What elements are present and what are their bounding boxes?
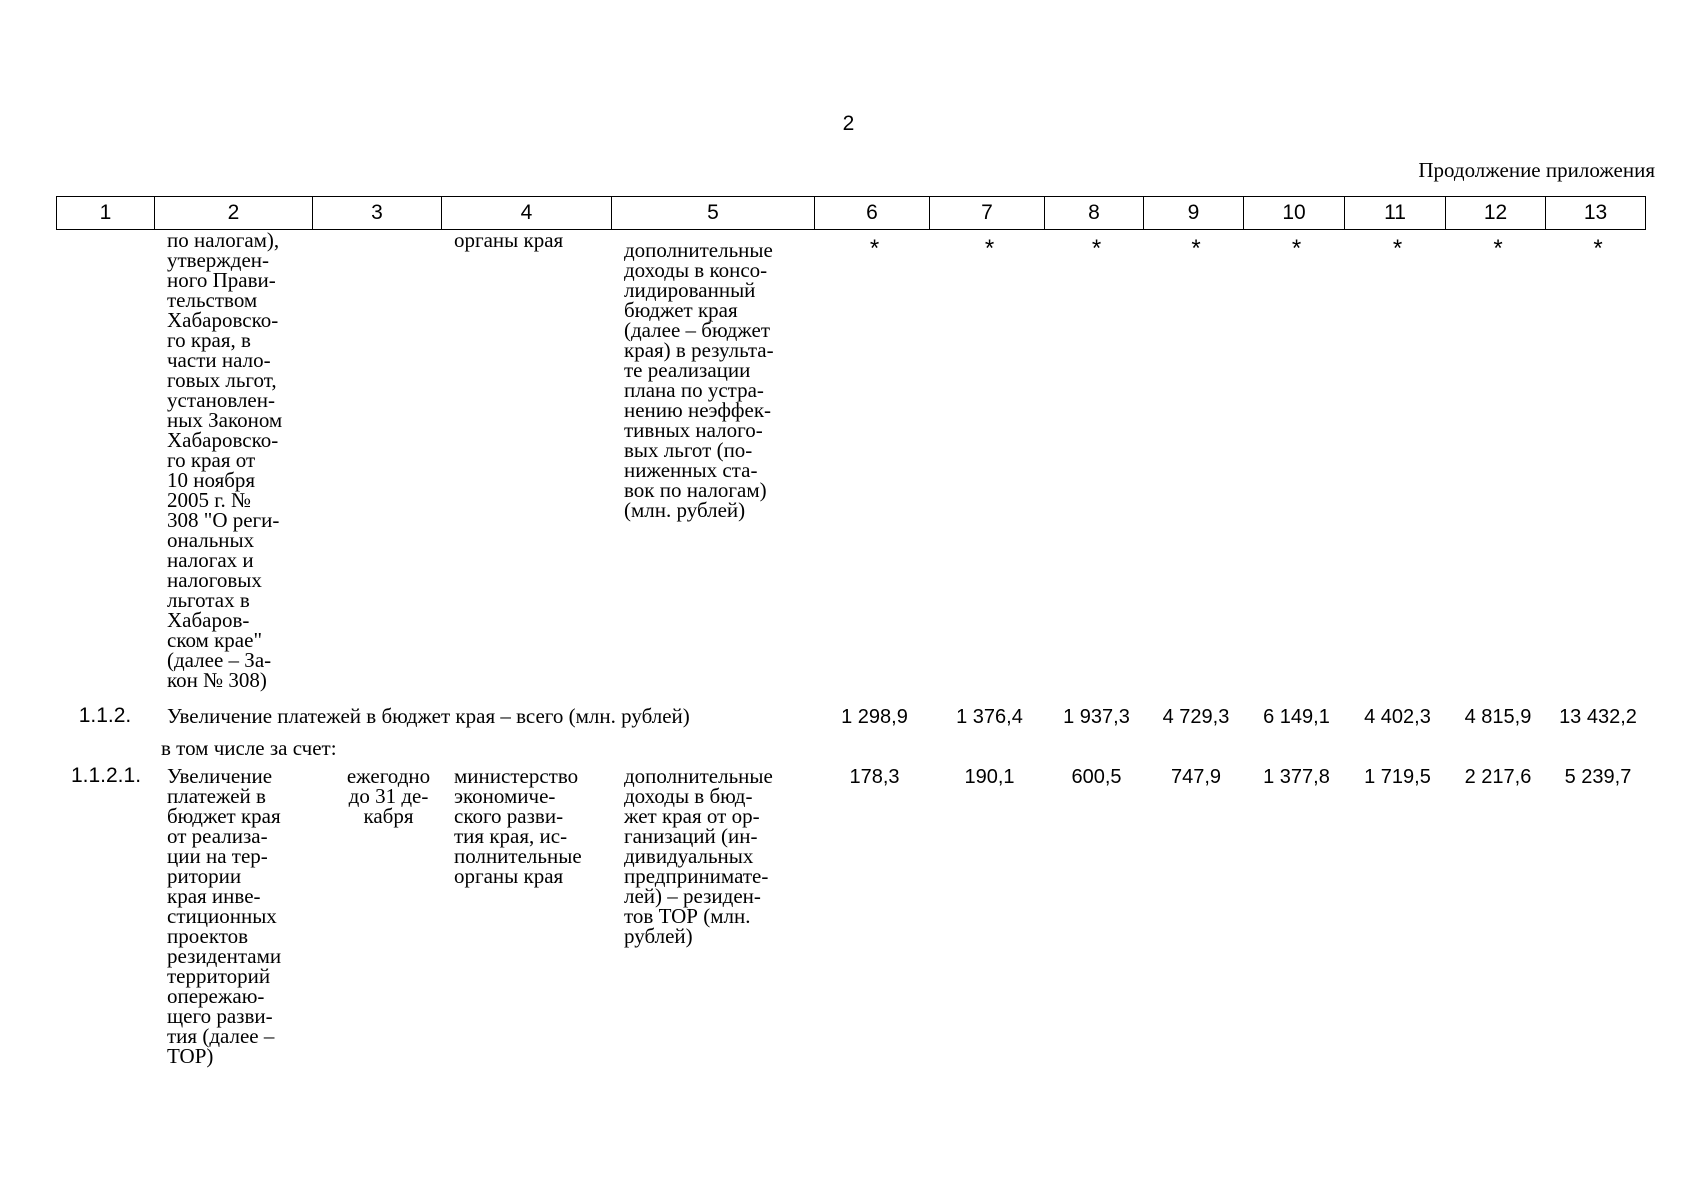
column-number: 4	[442, 197, 612, 230]
measure-description: Увеличение платежей в бюджет края – всего (млн. рублей)	[167, 704, 690, 728]
value-cell: *	[1091, 235, 1102, 262]
value-cell: 178,3	[849, 766, 900, 788]
including-label: в том числе за счет:	[161, 736, 337, 760]
column-number: 10	[1244, 197, 1345, 230]
deadline: ежегодно до 31 де- кабря	[346, 764, 431, 828]
column-number: 8	[1045, 197, 1144, 230]
value-cell: 747,9	[1170, 766, 1222, 788]
value-cell: 1 298,9	[841, 706, 908, 728]
indicator-description: дополнительные доходы в консо- лидированный бюджет края (далее – бюджет края) в результа- те реализации плана по устра- нению неэффек- тивных налого- вых льгот (по- ниженных ста- вок по налогам) (млн. рублей)	[624, 238, 774, 522]
value-cell: 5 239,7	[1564, 766, 1632, 788]
responsible-executor: министерство экономиче- ского разви- тия края, ис- полнительные органы края	[454, 764, 582, 888]
column-number: 2	[155, 197, 313, 230]
value-cell: 1 377,8	[1263, 766, 1330, 788]
value-cell: *	[1593, 235, 1603, 262]
value-cell: 1 937,3	[1063, 706, 1130, 728]
column-number: 5	[612, 197, 815, 230]
column-number: 1	[57, 197, 155, 230]
value-cell: 190,1	[964, 766, 1015, 788]
value-cell: *	[1191, 235, 1201, 262]
column-number: 3	[313, 197, 442, 230]
row-number: 1.1.2.	[78, 704, 132, 727]
value-cell: 13 432,2	[1559, 706, 1637, 728]
value-cell: *	[1392, 235, 1403, 262]
value-cell: *	[984, 235, 995, 262]
column-number: 13	[1546, 197, 1646, 230]
column-number: 6	[815, 197, 930, 230]
column-number-header	[56, 196, 1646, 230]
value-cell: *	[1291, 235, 1302, 262]
value-cell: 6 149,1	[1263, 706, 1330, 728]
value-cell: 4 815,9	[1464, 706, 1532, 728]
page-number: 2	[842, 112, 855, 135]
continuation-label: Продолжение приложения	[1418, 158, 1655, 182]
measure-description: Увеличение платежей в бюджет края от реализа- ции на тер- ритории края инве- стиционных проектов резидентами территорий опережаю- щего разви- тия (далее – ТОР)	[167, 764, 282, 1068]
value-cell: 4 402,3	[1364, 706, 1431, 728]
value-cell: 600,5	[1071, 766, 1122, 788]
value-cell: 1 376,4	[956, 706, 1023, 728]
row-number: 1.1.2.1.	[70, 764, 142, 787]
measure-description: по налогам), утвержден- ного Прави- тельством Хабаровско- го края, в части нало- говых льгот, установлен- ных Законом Хабаровско- го края от 10 ноября 2005 г. № 308 "О реги- ональных налогах и налоговых льготах в Хабаров- ском крае" (далее – За- кон № 308)	[167, 228, 283, 692]
column-number: 9	[1144, 197, 1244, 230]
value-cell: *	[869, 235, 880, 262]
indicator-description: дополнительные доходы в бюд- жет края от ор- ганизаций (ин- дивидуальных предпринимате- лей) – резиден- тов ТОР (млн. рублей)	[624, 764, 773, 948]
column-number: 7	[930, 197, 1045, 230]
column-number: 11	[1345, 197, 1446, 230]
value-cell: 2 217,6	[1464, 766, 1532, 788]
column-number: 12	[1446, 197, 1546, 230]
value-cell: 4 729,3	[1162, 706, 1230, 728]
value-cell: 1 719,5	[1364, 766, 1431, 788]
value-cell: *	[1493, 235, 1503, 262]
responsible-executor: органы края	[454, 228, 564, 252]
